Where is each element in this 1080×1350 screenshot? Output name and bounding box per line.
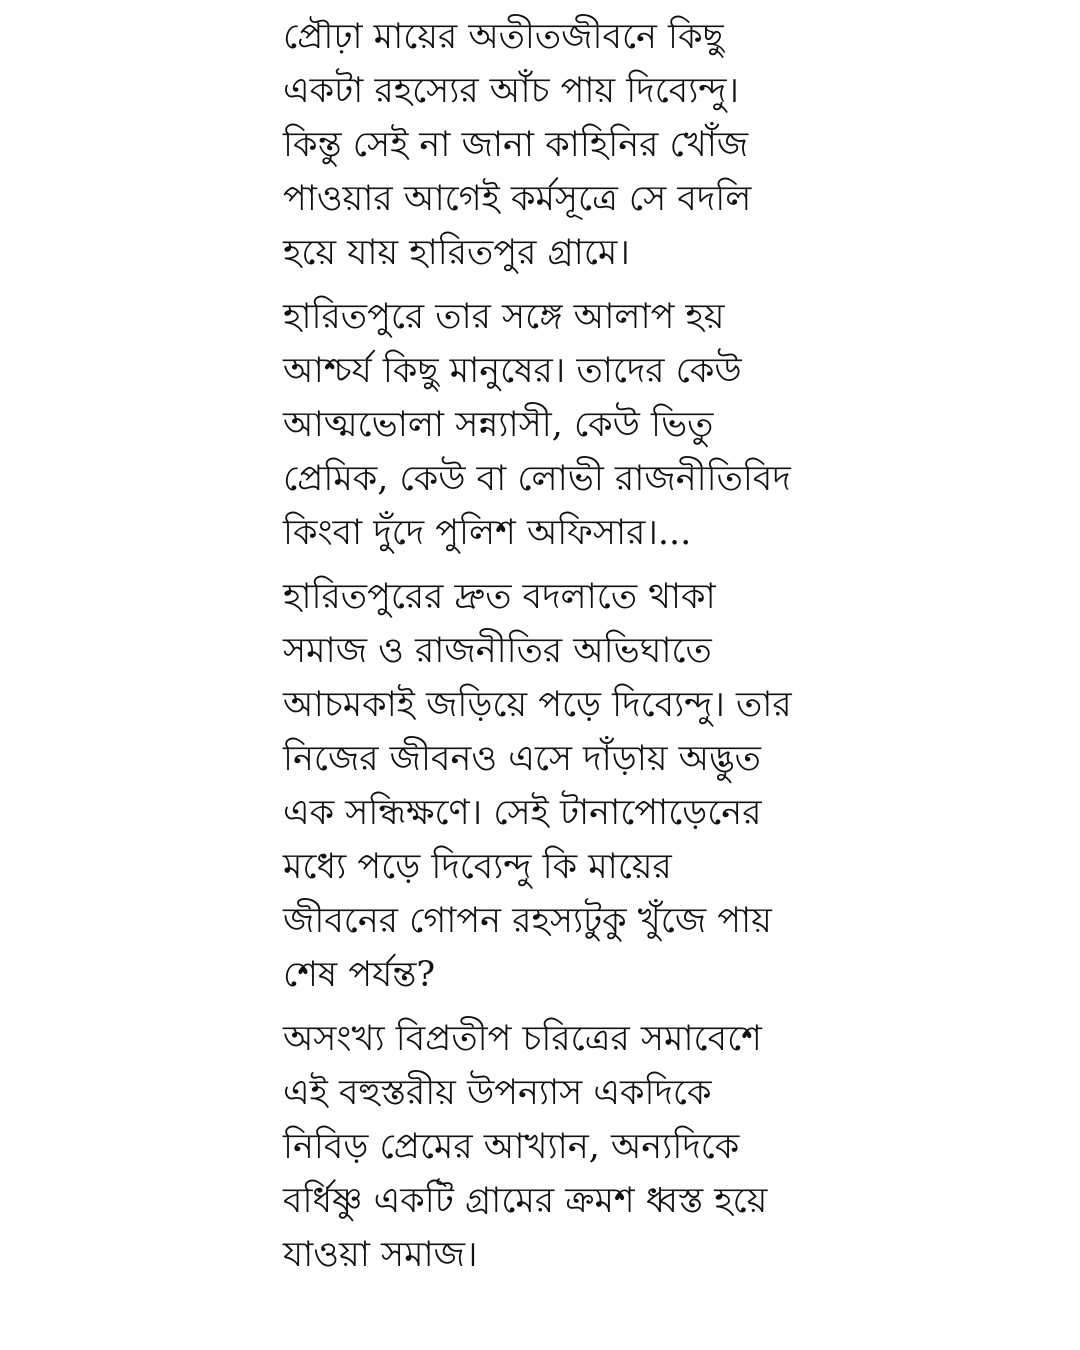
text-line: আচমকাই জড়িয়ে পড়ে দিব্যেন্দু। তার [283,685,792,725]
text-line: মধ্যে পড়ে দিব্যেন্দু কি মায়ের [283,847,672,887]
text-line: হারিতপুরের দ্রুত বদলাতে থাকা [283,577,716,617]
text-line: অসংখ্য বিপ্রতীপ চরিত্রের সমাবেশে [283,1019,762,1059]
book-blurb [283,10,843,1292]
text-line: যাওয়া সমাজ। [283,1235,478,1275]
text-line: একটা রহস্যের আঁচ পায় দিব্যেন্দু। [283,71,739,111]
text-line: কিন্তু সেই না জানা কাহিনির খোঁজ [283,125,749,165]
text-line: এই বহুস্তরীয় উপন্যাস একদিকে [283,1073,712,1113]
text-line: আশ্চর্য কিছু মানুষের। তাদের কেউ [283,351,742,391]
text-line: হয়ে যায় হারিতপুর গ্রামে। [283,233,630,273]
blurb-paragraph-4 [283,1012,843,1282]
text-line: বর্ধিষ্ণু একটি গ্রামের ক্রমশ ধ্বস্ত হয়ে [283,1181,768,1221]
text-line: নিজের জীবনও এসে দাঁড়ায় অদ্ভুত [283,739,761,779]
blurb-paragraph-3 [283,570,843,1002]
text-line: জীবনের গোপন রহস্যটুকু খুঁজে পায় [283,901,772,941]
text-line: পাওয়ার আগেই কর্মসূত্রে সে বদলি [283,179,752,219]
text-line: হারিতপুরে তার সঙ্গে আলাপ হয় [283,297,725,337]
blurb-paragraph-2 [283,290,843,560]
blurb-paragraph-1 [283,10,843,280]
text-line: কিংবা দুঁদে পুলিশ অফিসার।... [283,513,692,553]
text-line: নিবিড় প্রেমের আখ্যান, অন্যদিকে [283,1127,740,1167]
text-line: এক সন্ধিক্ষণে। সেই টানাপোড়েনের [283,793,762,833]
text-line: আত্মভোলা সন্ন্যাসী, কেউ ভিতু [283,405,714,445]
text-line: প্রৌঢ়া মায়ের অতীতজীবনে কিছু [283,17,724,57]
text-line: সমাজ ও রাজনীতির অভিঘাতে [283,631,712,671]
text-line: শেষ পর্যন্ত? [283,955,436,995]
text-line: প্রেমিক, কেউ বা লোভী রাজনীতিবিদ [283,459,791,499]
